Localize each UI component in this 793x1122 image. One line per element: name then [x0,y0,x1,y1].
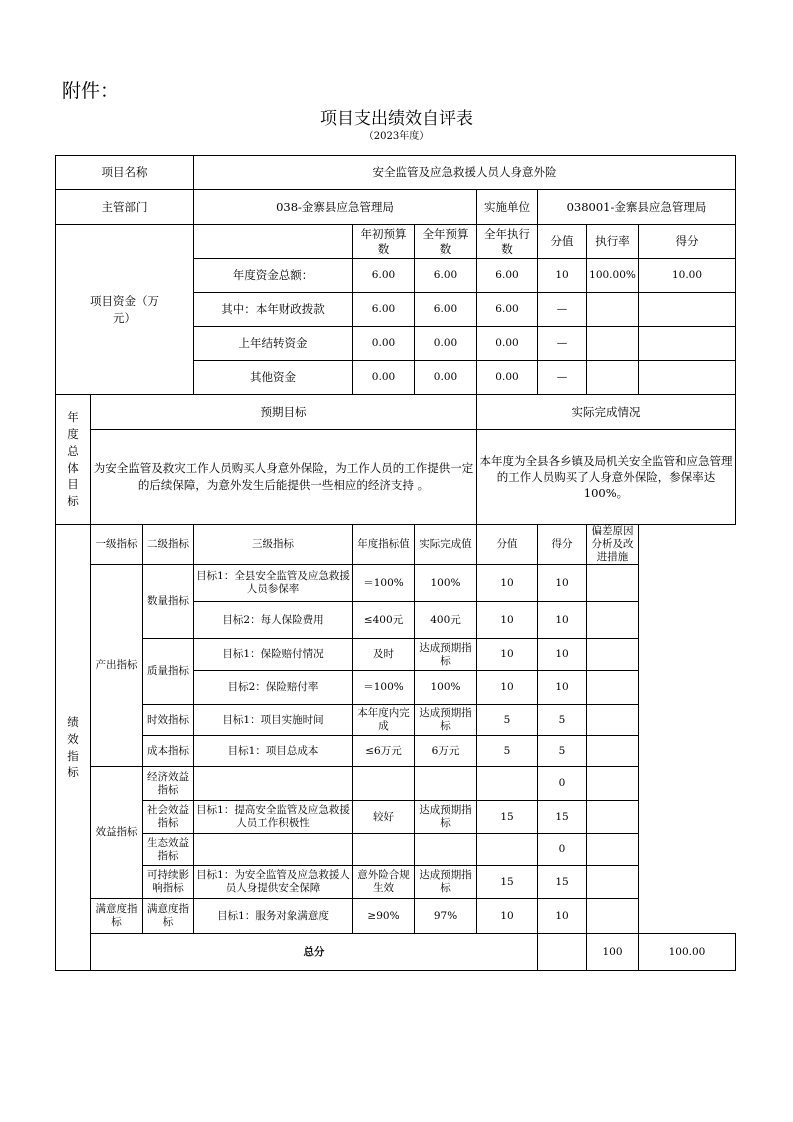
indicator-name: 目标1：服务对象满意度 [194,899,353,934]
social-label: 社会效益指标 [143,801,194,834]
indicator-actual: 97% [415,899,477,934]
goals-header-row [56,395,736,430]
satisfaction-l2-label: 满意度指标 [143,899,194,934]
funds-score-value: — [538,361,587,395]
indicator-score: 5 [538,736,587,767]
form-title: 项目支出绩效自评表 [320,109,473,129]
indicator-name [194,767,353,801]
indicator-row [56,565,736,602]
indicator-actual [415,767,477,801]
indicator-name: 目标2：每人保险费用 [194,602,353,639]
indicator-value: 15 [477,801,538,834]
project-name-label: 项目名称 [56,156,194,190]
indicator-target: 本年度内完成 [353,705,415,736]
indicator-target: ≥90% [353,899,415,934]
funds-initial: 0.00 [353,361,415,395]
funds-header-annual: 全年预算数 [415,225,477,259]
goals-content-row [56,430,736,525]
funds-header-rate: 执行率 [587,225,639,259]
indicator-header-value: 分值 [477,525,538,565]
funds-rate [587,327,639,361]
indicator-note [587,736,639,767]
indicator-value: 10 [477,671,538,705]
indicator-name [194,834,353,866]
funds-score [639,293,736,327]
indicator-note [587,671,639,705]
goals-actual-header: 实际完成情况 [477,395,736,430]
indicator-value: 5 [477,705,538,736]
indicator-row [56,767,736,801]
indicator-note [587,866,639,899]
indicator-actual: 达成预期指标 [415,801,477,834]
indicator-score: 10 [538,639,587,671]
funds-row-label: 其他资金 [194,361,353,395]
dept-row [56,190,736,225]
funds-score-value: — [538,293,587,327]
funds-initial: 0.00 [353,327,415,361]
indicator-target: ≤400元 [353,602,415,639]
economic-label: 经济效益指标 [143,767,194,801]
indicator-actual: 100% [415,671,477,705]
indicator-note [587,639,639,671]
indicator-name: 目标1：保险赔付情况 [194,639,353,671]
cost-label: 成本指标 [143,736,194,767]
goals-expected-text: 为安全监管及救灾工作人员购买人身意外保险，为工作人员的工作提供一定的后续保障，为意外发生后能提供一些相应的经济支持 。 [91,430,477,525]
indicator-header-row [56,525,736,565]
goals-label: 年度总体目标 [56,395,91,525]
evaluation-table [55,155,736,971]
indicator-target [353,767,415,801]
funds-header-initial: 年初预算数 [353,225,415,259]
indicator-note [587,767,639,801]
funds-row-label: 上年结转资金 [194,327,353,361]
indicator-header-target: 年度指标值 [353,525,415,565]
satisfaction-l1-label: 满意度指标 [91,899,143,934]
indicator-value: 10 [477,639,538,671]
funds-score-value: 10 [538,259,587,293]
indicator-value: 10 [477,899,538,934]
indicator-note [587,801,639,834]
funds-header-score-value: 分值 [538,225,587,259]
form-year: （2023年度） [363,131,430,142]
indicator-row [56,639,736,671]
funds-label: 项目资金（万元） [56,225,194,395]
indicator-value [477,834,538,866]
total-blank [538,934,587,971]
indicator-row [56,834,736,866]
indicator-score: 10 [538,565,587,602]
indicator-target: ＝100% [353,671,415,705]
funds-row-label: 其中：本年财政拨款 [194,293,353,327]
indicator-header-l2: 二级指标 [143,525,194,565]
indicator-score: 15 [538,801,587,834]
funds-executed: 6.00 [477,259,538,293]
funds-executed: 6.00 [477,293,538,327]
funds-initial: 6.00 [353,259,415,293]
indicator-actual [415,834,477,866]
indicator-name: 目标1：全县安全监管及应急救援人员参保率 [194,565,353,602]
timeliness-label: 时效指标 [143,705,194,736]
funds-annual: 6.00 [415,293,477,327]
indicator-actual: 达成预期指标 [415,639,477,671]
indicator-header-score: 得分 [538,525,587,565]
indicator-note [587,565,639,602]
indicator-row [56,801,736,834]
funds-header-score: 得分 [639,225,736,259]
indicator-target [353,834,415,866]
funds-annual: 6.00 [415,259,477,293]
ecological-label: 生态效益指标 [143,834,194,866]
indicator-header-l1: 一级指标 [91,525,143,565]
impl-label: 实施单位 [477,190,538,225]
funds-executed: 0.00 [477,361,538,395]
indicator-score: 10 [538,899,587,934]
quantity-label: 数量指标 [143,565,194,639]
goals-expected-header: 预期目标 [91,395,477,430]
indicator-score: 0 [538,834,587,866]
indicator-name: 目标1：项目实施时间 [194,705,353,736]
funds-header-row [56,225,736,259]
indicator-row [56,736,736,767]
indicator-row [56,705,736,736]
funds-blank-header [194,225,353,259]
funds-row-label: 年度资金总额： [194,259,353,293]
funds-executed: 0.00 [477,327,538,361]
indicator-header-l3: 三级指标 [194,525,353,565]
indicator-actual: 400元 [415,602,477,639]
indicator-target: 较好 [353,801,415,834]
indicator-name: 目标1：为安全监管及应急救援人员人身提供安全保障 [194,866,353,899]
funds-initial: 6.00 [353,293,415,327]
indicator-header-note: 偏差原因分析及改进措施 [587,525,639,565]
indicator-row [56,899,736,934]
indicator-score: 10 [538,602,587,639]
indicator-header-actual: 实际完成值 [415,525,477,565]
quality-label: 质量指标 [143,639,194,705]
indicator-target: 意外险合规生效 [353,866,415,899]
funds-header-executed: 全年执行数 [477,225,538,259]
indicator-note [587,602,639,639]
goals-actual-text: 本年度为全县各乡镇及局机关安全监管和应急管理的工作人员购买了人身意外保险，参保率达100%。 [477,430,736,525]
total-label: 总分 [91,934,538,971]
indicator-actual: 6万元 [415,736,477,767]
funds-annual: 0.00 [415,327,477,361]
funds-score [639,361,736,395]
attachment-label: 附件： [62,80,120,102]
indicator-target: ＝100% [353,565,415,602]
funds-score-value: — [538,327,587,361]
dept-label: 主管部门 [56,190,194,225]
funds-score: 10.00 [639,259,736,293]
indicator-score: 5 [538,705,587,736]
indicator-score: 15 [538,866,587,899]
indicator-name: 目标1：提高安全监管及应急救援人员工作积极性 [194,801,353,834]
output-label: 产出指标 [91,565,143,767]
total-score: 100.00 [639,934,736,971]
indicator-value: 10 [477,565,538,602]
indicator-target: ≤6万元 [353,736,415,767]
indicators-label: 绩效指标 [56,525,91,971]
indicator-score: 10 [538,671,587,705]
funds-rate [587,361,639,395]
funds-score [639,327,736,361]
funds-rate [587,293,639,327]
funds-rate: 100.00% [587,259,639,293]
benefit-label: 效益指标 [91,767,143,899]
indicator-note [587,899,639,934]
indicator-name: 目标2：保险赔付率 [194,671,353,705]
sustainable-label: 可持续影响指标 [143,866,194,899]
indicator-score: 0 [538,767,587,801]
indicator-actual: 达成预期指标 [415,866,477,899]
indicator-target: 及时 [353,639,415,671]
funds-annual: 0.00 [415,361,477,395]
indicator-value [477,767,538,801]
project-name-value: 安全监管及应急救援人员人身意外险 [194,156,736,190]
indicator-note [587,705,639,736]
indicator-value: 10 [477,602,538,639]
indicator-value: 15 [477,866,538,899]
impl-value: 038001-金寨县应急管理局 [538,190,736,225]
total-value: 100 [587,934,639,971]
indicator-name: 目标1：项目总成本 [194,736,353,767]
indicator-note [587,834,639,866]
indicator-actual: 达成预期指标 [415,705,477,736]
indicator-actual: 100% [415,565,477,602]
dept-value: 038-金寨县应急管理局 [194,190,477,225]
total-row [56,934,736,971]
indicator-value: 5 [477,736,538,767]
project-name-row [56,156,736,190]
indicator-row [56,866,736,899]
